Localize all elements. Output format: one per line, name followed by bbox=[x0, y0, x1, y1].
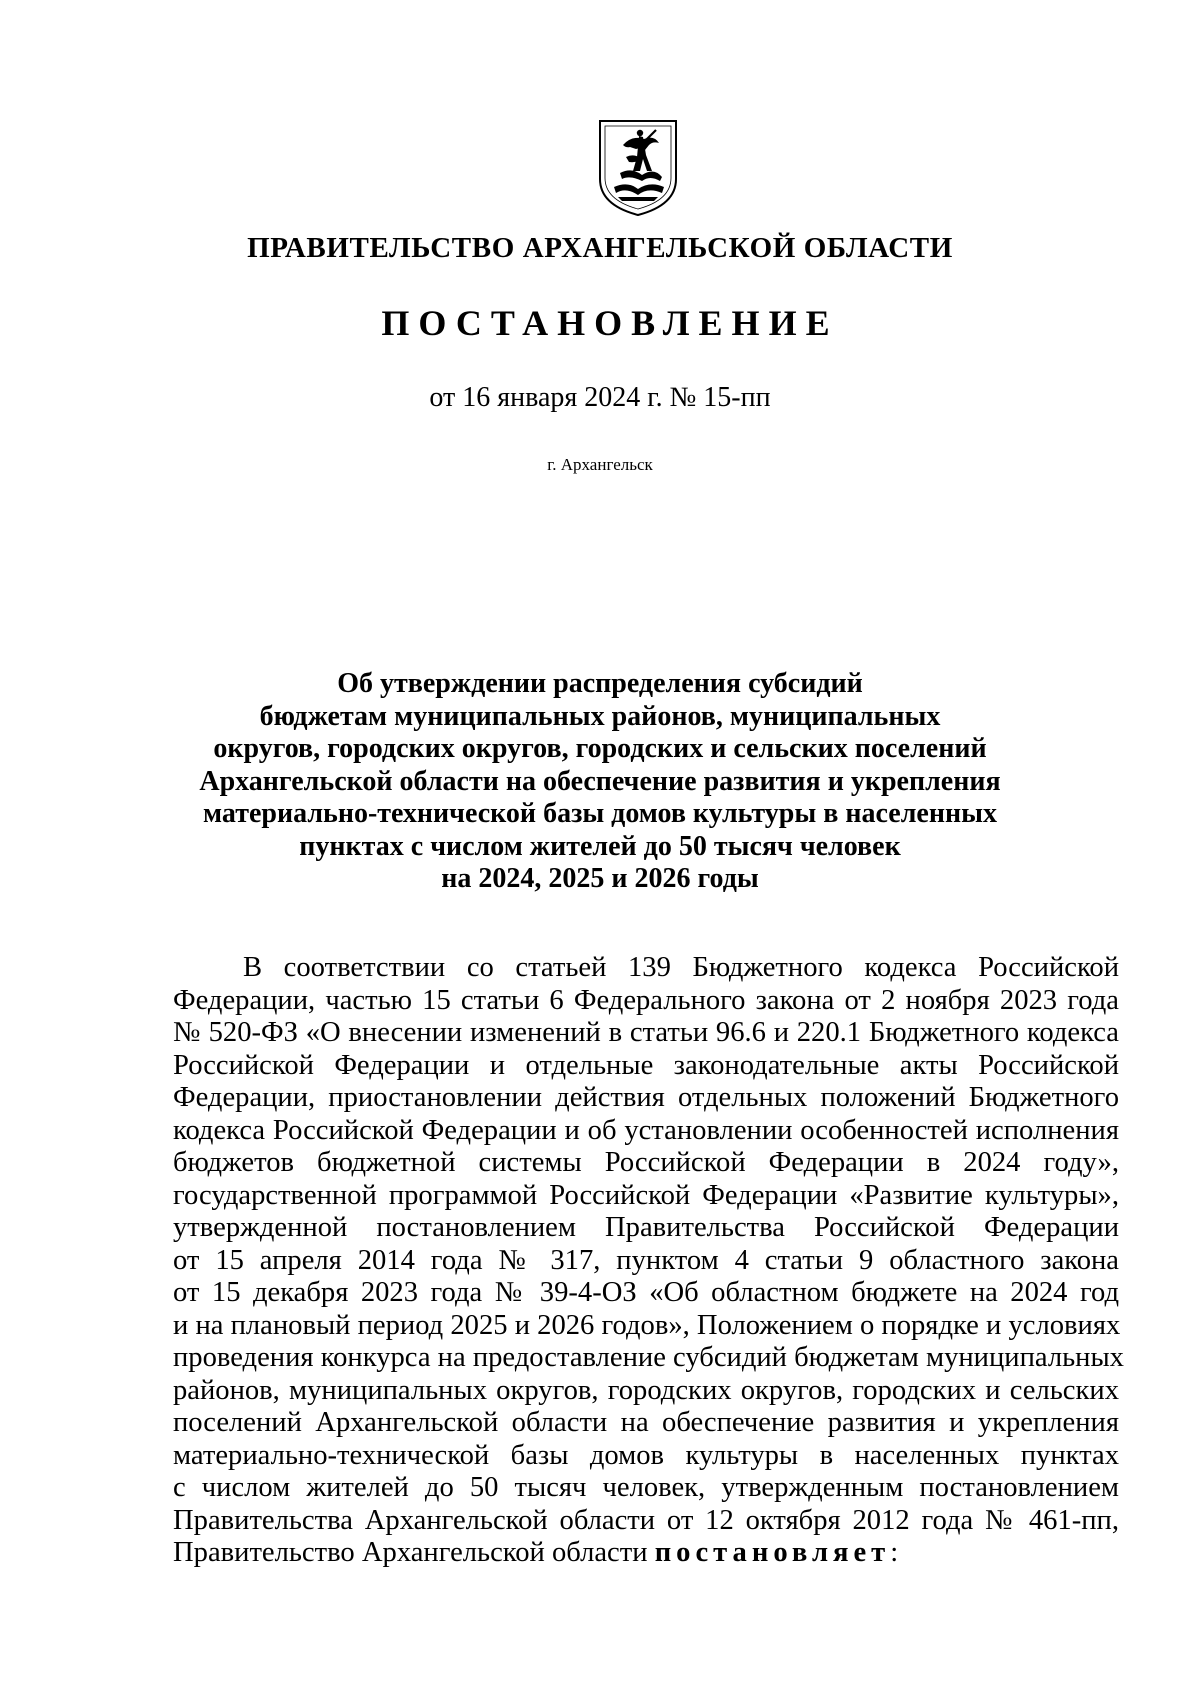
title-line: бюджетам муниципальных районов, муниципальных bbox=[259, 700, 941, 732]
document-city: г. Архангельск bbox=[547, 455, 653, 474]
body-line: поселений Архангельской области на обеспечение развития и укрепления bbox=[173, 1407, 1119, 1438]
resolves-emphasis: постановляет bbox=[654, 1537, 891, 1568]
body-line: № 520-ФЗ «О внесении изменений в статьи 96.6 и 220.1 Бюджетного кодекса bbox=[173, 1017, 1119, 1048]
title-line: пунктах с числом жителей до 50 тысяч человек bbox=[299, 830, 901, 862]
body-line: и на плановый период 2025 и 2026 годов», Положением о порядке и условиях bbox=[173, 1309, 1121, 1341]
body-line: с числом жителей до 50 тысяч человек, утвержденным постановлением bbox=[173, 1472, 1119, 1503]
document-body bbox=[173, 952, 1124, 1570]
title-line: на 2024, 2025 и 2026 годы bbox=[441, 863, 759, 894]
document-type: ПОСТАНОВЛЕНИЕ bbox=[381, 303, 839, 343]
organization-name: ПРАВИТЕЛЬСТВО АРХАНГЕЛЬСКОЙ ОБЛАСТИ bbox=[247, 232, 953, 264]
body-line: районов, муниципальных округов, городских округов, городских и сельских bbox=[173, 1374, 1119, 1406]
coat-of-arms-icon bbox=[596, 117, 680, 217]
body-line: Федерации, приостановлении действия отдельных положений Бюджетного bbox=[173, 1082, 1119, 1113]
body-line: утвержденной постановлением Правительства Российской Федерации bbox=[173, 1212, 1119, 1243]
body-line: проведения конкурса на предоставление субсидий бюджетам муниципальных bbox=[173, 1342, 1124, 1373]
document-title bbox=[160, 668, 1040, 896]
title-line: материально-технической базы домов культуры в населенных bbox=[203, 798, 997, 829]
body-line: от 15 декабря 2023 года № 39-4-ОЗ «Об областном бюджете на 2024 год bbox=[173, 1277, 1119, 1308]
body-line: Российской Федерации и отдельные законодательные акты Российской bbox=[173, 1049, 1119, 1081]
body-line: кодекса Российской Федерации и об установлении особенностей исполнения bbox=[173, 1114, 1119, 1146]
body-final-line bbox=[173, 1537, 1119, 1570]
body-line: В соответствии со статьей 139 Бюджетного кодекса Российской bbox=[243, 952, 1119, 983]
body-final-text: Правительство Архангельской области bbox=[173, 1537, 655, 1568]
title-line: Об утверждении распределения субсидий bbox=[337, 668, 863, 699]
body-line: Федерации, частью 15 статьи 6 Федерального закона от 2 ноября 2023 года bbox=[173, 984, 1119, 1016]
document-date-number: от 16 января 2024 г. № 15-пп bbox=[429, 382, 771, 413]
title-line: округов, городских округов, городских и сельских поселений bbox=[213, 733, 987, 764]
body-final-colon: : bbox=[890, 1537, 899, 1568]
body-line: государственной программой Российской Федерации «Развитие культуры», bbox=[173, 1179, 1119, 1211]
body-line: Правительства Архангельской области от 12 октября 2012 года № 461-пп, bbox=[173, 1504, 1119, 1536]
body-line: от 15 апреля 2014 года № 317, пунктом 4 статьи 9 областного закона bbox=[173, 1244, 1119, 1276]
body-line: материально-технической базы домов культуры в населенных пунктах bbox=[173, 1439, 1119, 1471]
title-line: Архангельской области на обеспечение развития и укрепления bbox=[199, 765, 1001, 797]
body-line: бюджетов бюджетной системы Российской Федерации в 2024 году», bbox=[173, 1147, 1119, 1178]
